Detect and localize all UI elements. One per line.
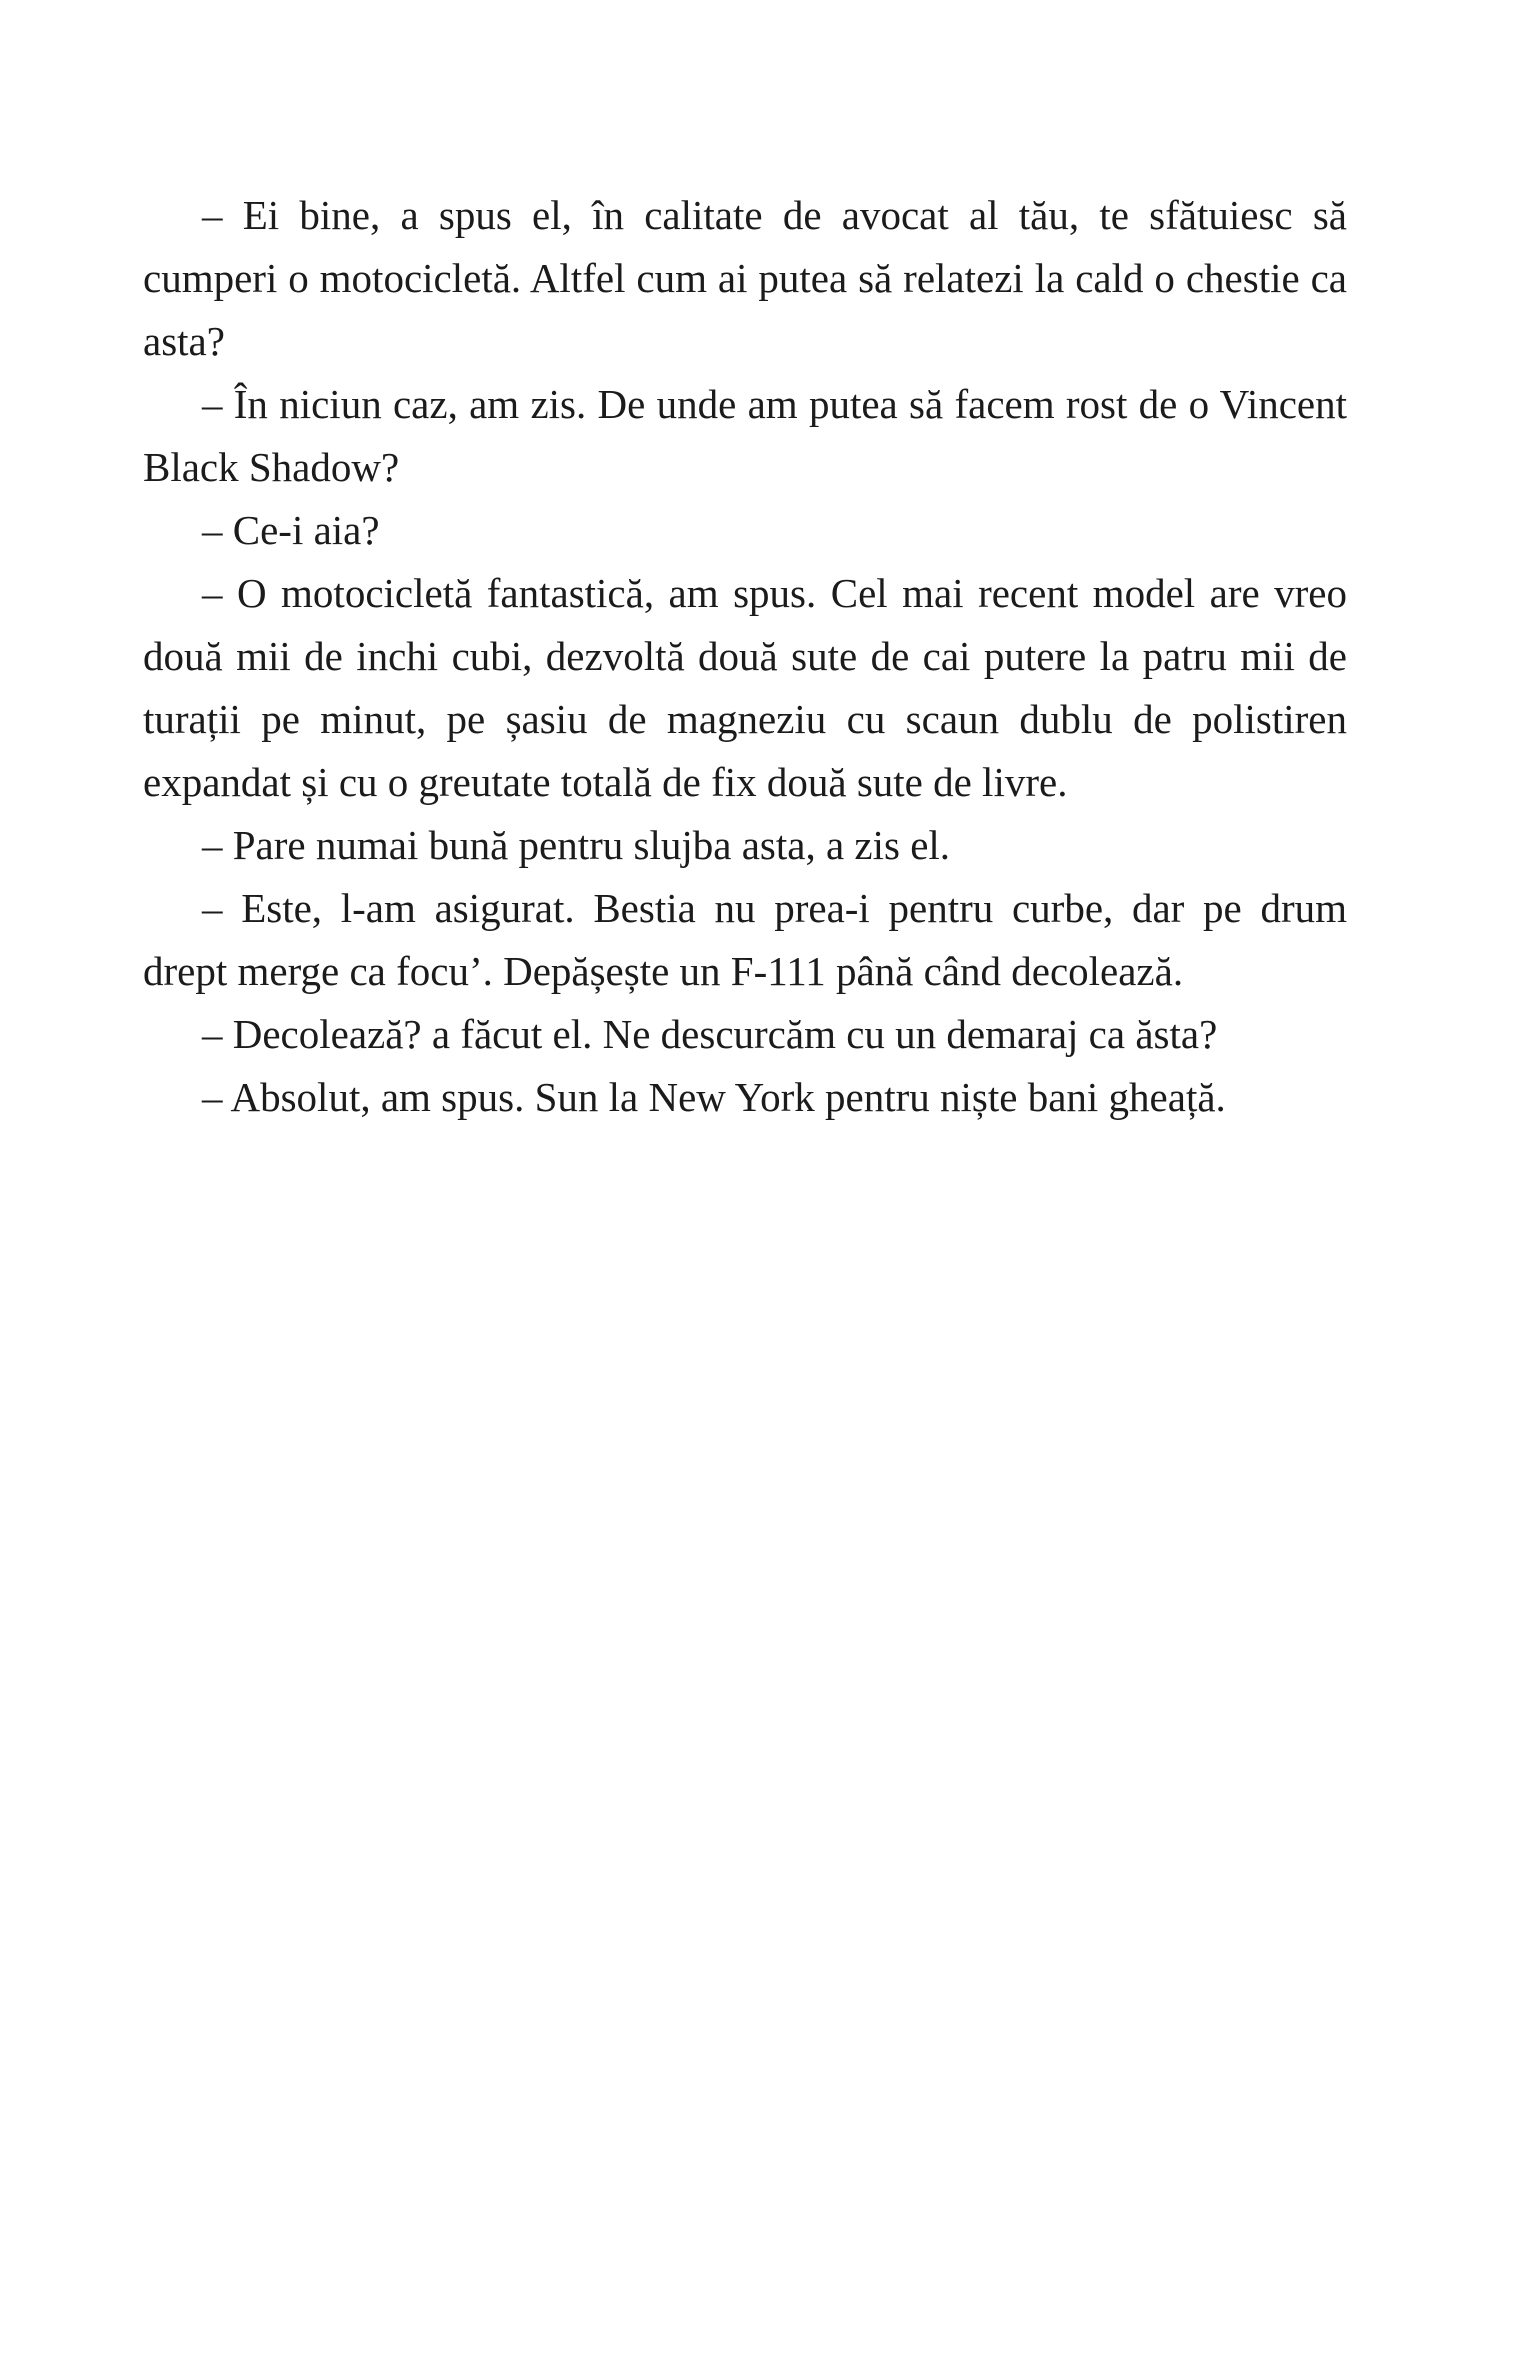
- body-text: [143, 184, 1347, 1129]
- dialogue-paragraph: – O motocicletă fantastică, am spus. Cel mai recent model are vreo două mii de inchi cubi, dezvoltă două sute de cai putere la patru mii de turații pe minut, pe șasiu de magneziu cu scaun dublu de polistiren expandat și cu o greutate totală de fix două sute de livre.: [143, 570, 1347, 805]
- dialogue-paragraph: – Pare numai bună pentru slujba asta, a zis el.: [202, 822, 951, 868]
- dialogue-paragraph: – Este, l-am asigurat. Bestia nu prea-i pentru curbe, dar pe drum drept merge ca focu’. Depășește un F-111 până când decolează.: [143, 885, 1347, 994]
- dialogue-paragraph: – În niciun caz, am zis. De unde am putea să facem rost de o Vincent Black Shadow?: [143, 381, 1347, 490]
- dialogue-paragraph: – Ce-i aia?: [202, 507, 380, 553]
- dialogue-paragraph: – Ei bine, a spus el, în calitate de avocat al tău, te sfătuiesc să cumperi o motocicletă. Altfel cum ai putea să relatezi la cald o chestie ca asta?: [143, 192, 1347, 364]
- dialogue-paragraph: – Decolează? a făcut el. Ne descurcăm cu un demaraj ca ăsta?: [202, 1011, 1218, 1057]
- dialogue-paragraph: – Absolut, am spus. Sun la New York pentru niște bani gheață.: [202, 1074, 1226, 1120]
